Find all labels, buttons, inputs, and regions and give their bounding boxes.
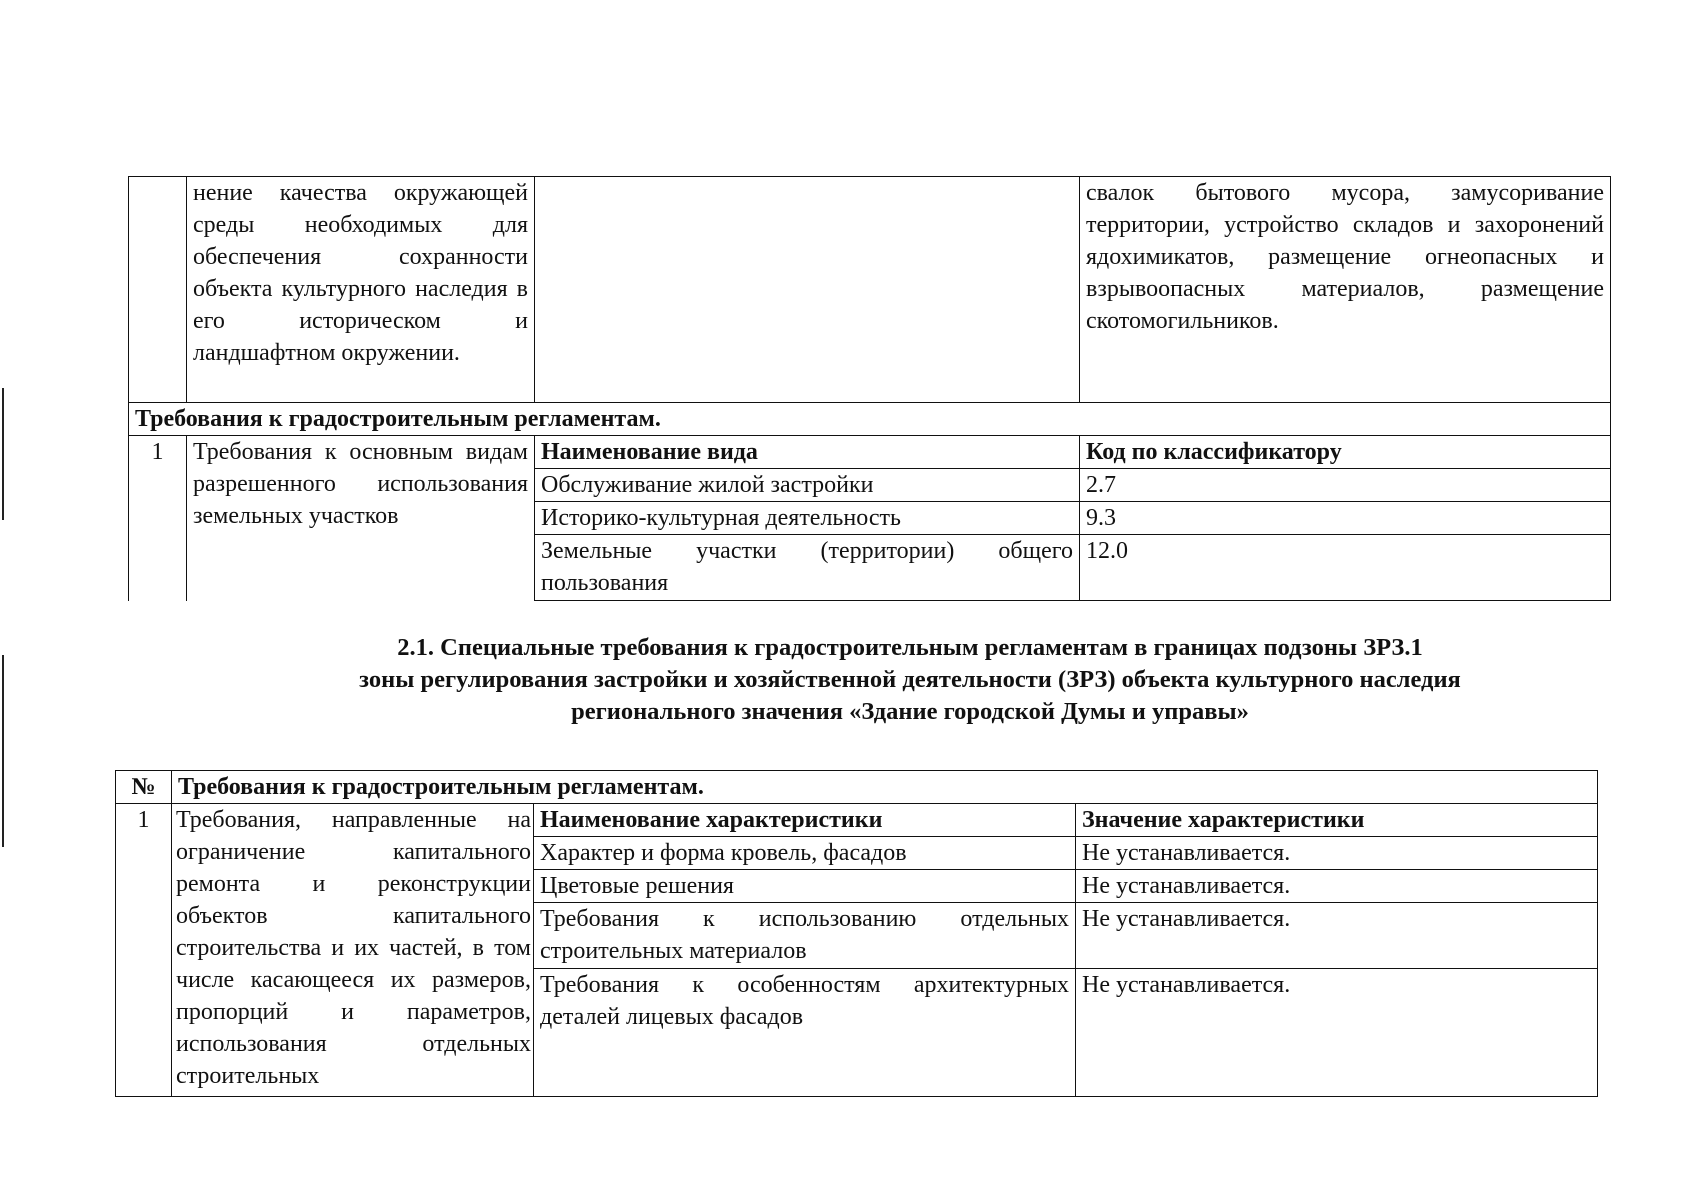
requirement-cell: нение качества окружающей среды необходимых для обеспечения сохранности объекта культурного наследия в его историческом и ландшафтном окружении. [187, 177, 535, 403]
item-value: Не устанавливается. [1076, 870, 1598, 903]
item-name: Историко-культурная деятельность [535, 502, 1080, 535]
middle-cell [535, 177, 1080, 403]
section-heading [260, 632, 1560, 728]
item-name: Требования к особенностям архитектурных деталей лицевых фасадов [534, 969, 1076, 1097]
header-row [116, 771, 1598, 804]
section-header: Требования к градостроительным регламентам. [172, 771, 1598, 804]
heading-line: регионального значения «Здание городской Думы и управы» [571, 698, 1249, 725]
regulations-table-2 [115, 770, 1598, 1097]
item-code: 9.3 [1080, 502, 1611, 535]
number-column-header: № [116, 771, 172, 804]
column-header-code: Код по классификатору [1080, 436, 1611, 469]
heading-line: 2.1. Специальные требования к градостроительным регламентам в границах подзоны ЗРЗ.1 [397, 634, 1423, 661]
continued-row [129, 177, 1611, 403]
column-header-value: Значение характеристики [1076, 804, 1598, 837]
row-number: 1 [116, 804, 172, 1097]
item-code: 12.0 [1080, 535, 1611, 601]
regulations-table-1 [128, 176, 1611, 601]
item-name: Характер и форма кровель, фасадов [534, 837, 1076, 870]
scan-edge-mark [2, 655, 4, 847]
item-name: Цветовые решения [534, 870, 1076, 903]
number-cell [129, 177, 187, 403]
item-name: Земельные участки (территории) общего пользования [535, 535, 1080, 601]
section-header: Требования к градостроительным регламентам. [129, 403, 1611, 436]
scan-edge-mark [2, 388, 4, 520]
item-value: Не устанавливается. [1076, 837, 1598, 870]
requirement-cell [187, 436, 535, 601]
heading-line: зоны регулирования застройки и хозяйственной деятельности (ЗРЗ) объекта культурного наследия [359, 666, 1461, 693]
item-code: 2.7 [1080, 469, 1611, 502]
section-header-row [129, 403, 1611, 436]
requirement-cell: Требования, направленные на ограничение капитального ремонта и реконструкции объектов капитального строительства и их частей, в том числе касающееся их размеров, пропорций и параметров, использования отдельных строительных [172, 804, 534, 1097]
item-value: Не устанавливается. [1076, 969, 1598, 1097]
item-value: Не устанавливается. [1076, 903, 1598, 969]
item-name: Требования к использованию отдельных строительных материалов [534, 903, 1076, 969]
column-header-name: Наименование характеристики [534, 804, 1076, 837]
column-header-name: Наименование вида [535, 436, 1080, 469]
requirement-text: Требования к основным видам разрешенного использования земельных участков [193, 439, 528, 529]
item-name: Обслуживание жилой застройки [535, 469, 1080, 502]
value-cell: свалок бытового мусора, замусоривание территории, устройство складов и захоронений ядохимикатов, размещение огнеопасных и взрывоопасных материалов, размещение скотомогильников. [1080, 177, 1611, 403]
table-row [129, 436, 1611, 469]
number-cell-cont [129, 469, 187, 601]
row-number: 1 [129, 436, 187, 469]
table-row [116, 804, 1598, 837]
